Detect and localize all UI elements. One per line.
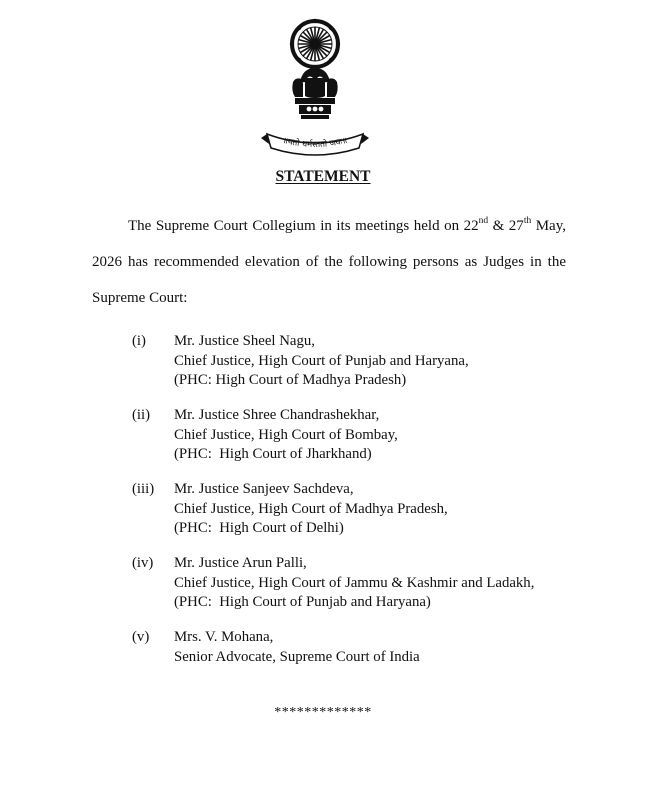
person-name: Mr. Justice Sanjeev Sachdeva, bbox=[174, 481, 354, 497]
person-parent-high-court: (PHC: High Court of Madhya Pradesh) bbox=[174, 372, 407, 388]
person-position: Chief Justice, High Court of Madhya Pradesh, bbox=[174, 500, 448, 517]
person-position: Chief Justice, High Court of Bombay, bbox=[174, 426, 398, 443]
document-title: STATEMENT bbox=[275, 168, 371, 185]
list-item bbox=[132, 332, 592, 406]
list-item-number: (i) bbox=[132, 333, 146, 349]
list-item-number: (iv) bbox=[132, 555, 154, 571]
list-item bbox=[132, 554, 592, 628]
person-parent-high-court: (PHC: High Court of Delhi) bbox=[174, 520, 344, 536]
emblem-motto: ॥यतो धर्मस्ततो जयः॥ bbox=[281, 135, 349, 151]
list-item-number: (iii) bbox=[132, 481, 155, 497]
person-parent-high-court: (PHC: High Court of Punjab and Haryana) bbox=[174, 594, 431, 610]
recommended-persons-list bbox=[132, 332, 592, 702]
person-position: Senior Advocate, Supreme Court of India bbox=[174, 648, 420, 665]
person-name: Mr. Justice Sheel Nagu, bbox=[174, 333, 315, 349]
person-position: Chief Justice, High Court of Jammu & Kashmir and Ladakh, bbox=[174, 574, 535, 591]
list-item bbox=[132, 628, 592, 702]
person-position: Chief Justice, High Court of Punjab and Haryana, bbox=[174, 352, 469, 369]
list-item bbox=[132, 480, 592, 554]
person-name: Mr. Justice Shree Chandrashekhar, bbox=[174, 407, 380, 423]
person-name: Mr. Justice Arun Palli, bbox=[174, 555, 307, 571]
statement-paragraph: The Supreme Court Collegium in its meetings held on 22nd & 27th May, 2026 has recommended elevation of the following persons as Judges in the Supreme Court: bbox=[92, 216, 566, 306]
footer-stars: ************* bbox=[274, 705, 372, 720]
list-item-number: (v) bbox=[132, 629, 150, 645]
person-name: Mrs. V. Mohana, bbox=[174, 629, 274, 645]
person-parent-high-court: (PHC: High Court of Jharkhand) bbox=[174, 446, 372, 462]
list-item-number: (ii) bbox=[132, 407, 151, 423]
list-item bbox=[132, 406, 592, 480]
wheel-emblem-icon bbox=[255, 12, 375, 160]
